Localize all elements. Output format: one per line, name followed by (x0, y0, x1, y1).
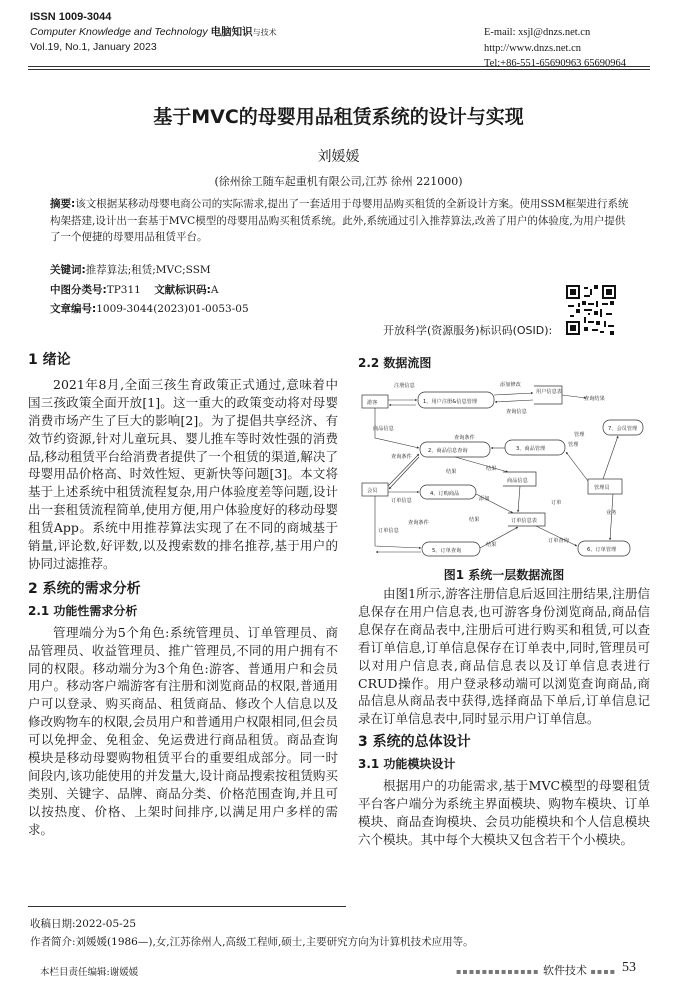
diagram-flow-label: 结果 (469, 517, 480, 523)
section-1-paragraph: 2021年8月,全面三孩生育政策正式通过,意味着中国三孩政策全面开放[1]。这一重大的政策变动将对母婴消费市场产生了巨大的影响[2]。为了提倡共享经济、有效节约资源,针对儿童玩具、婴儿推车等时效性强的消费品,移动租赁平台给消费者提供了一个租赁的渠道,解决了母婴用品价格高、时效性短、更新快等问题[3]。本文将基于上述系统中租赁流程复杂,用户体验度差等问题,设计出一套租赁流程简单,使用方便,用户体验度好的移动母婴租赁App。系统中用推荐算法实现了在不同的商城基于销量,评论数,好评数,以及搜索数的排名推荐,基于用户的协同过滤推荐。 (28, 376, 338, 571)
diagram-flow-label: 管理 (574, 432, 585, 438)
diagram-label-p3: 3、商品管理 (516, 446, 546, 452)
diagram-flow-label: 查询条件 (408, 520, 429, 526)
diagram-label-p4: 4、订购商品 (430, 491, 460, 497)
issn: ISSN 1009-3044 (30, 11, 112, 23)
diagram-flow-label: 查询条件 (454, 435, 475, 441)
diagram-flow-label: 订单查询 (548, 538, 569, 544)
journal-name: Computer Knowledge and Technology 电脑知识与技术 (30, 26, 277, 38)
journal-contact (484, 25, 626, 72)
diagram-flow-label: 注册信息 (394, 383, 415, 389)
section-3-1-heading: 3.1 功能模块设计 (358, 757, 456, 772)
diagram-label-member: 会员 (367, 488, 378, 494)
diagram-label-p6: 6、订单管理 (587, 547, 617, 553)
section-1-heading: 1 绪论 (28, 352, 71, 368)
diagram-label-p5: 5、订单查询 (432, 548, 462, 554)
diagram-flow-label: 查询信息 (506, 409, 527, 415)
contact-tel: Tel:+86-551-65690963 65690964 (484, 58, 626, 69)
diagram-flow-label: 订单信息 (378, 528, 399, 534)
diagram-label-store2: 商品信息 (507, 478, 528, 484)
diagram-flow-label: 查询条件 (391, 454, 412, 460)
diagram-flow-label: 商品信息 (373, 426, 394, 432)
qr-code-icon (566, 285, 616, 335)
contact-website: http://www.dnzs.net.cn (484, 42, 582, 54)
author-bio: 作者简介:刘媛媛(1986—),女,江苏徐州人,高级工程师,硕士,主要研究方向为计算机技术应用等。 (30, 936, 474, 948)
diagram-flow-label: 添加 (479, 496, 490, 502)
diagram-flow-label: 结果 (446, 469, 457, 475)
diagram-flow-label: 查询结果 (584, 396, 605, 402)
section-2-2-heading: 2.2 数据流图 (358, 356, 432, 370)
left-column (28, 352, 338, 839)
received-date: 收稿日期:2022-05-25 (30, 918, 137, 930)
diagram-flow-label: 订单信息 (391, 498, 412, 504)
affiliation: (徐州徐工随车起重机有限公司,江苏 徐州 221000) (214, 175, 463, 188)
data-flow-diagram (358, 376, 650, 562)
diagram-flow-label: 结果 (486, 542, 497, 548)
diagram-label-admin: 管理员 (594, 485, 610, 491)
diagram-flow-label: 业务 (606, 510, 617, 516)
author-name: 刘媛媛 (317, 149, 360, 165)
right-column (358, 585, 650, 849)
diagram-label-store1: 用户信息表 (536, 389, 562, 395)
journal-header (30, 10, 277, 55)
section-3-heading: 3 系统的总体设计 (358, 734, 471, 751)
section-editor: 本栏目责任编辑:谢媛媛 (40, 967, 139, 978)
volume-info: Vol.19, No.1, January 2023 (30, 41, 157, 53)
page-number: 53 (622, 960, 636, 975)
footnote-rule (28, 906, 346, 907)
figure-caption: 图1 系统一层数据流图 (443, 568, 565, 582)
osid-label: 开放科学(资源服务)标识码(OSID): (383, 324, 553, 337)
keywords: 关键词:推荐算法;租赁;MVC;SSM (50, 264, 211, 276)
contact-email: E-mail: xsjl@dnzs.net.cn (484, 27, 591, 38)
diagram-flow-label: 管理 (568, 442, 579, 448)
diagram-label-p7: 7、会员管理 (608, 426, 638, 432)
diagram-flow-label: 订单 (551, 500, 562, 506)
diagram-flow-label: 结果 (486, 466, 497, 472)
section-2-heading: 2 系统的需求分析 (28, 580, 141, 597)
classification: 中图分类号:TP311 文献标识码:A (50, 284, 219, 296)
diagram-flow-label: 添加修改 (500, 382, 521, 388)
diagram-label-store3: 订单信息表 (511, 518, 537, 524)
footer-ornament: ▪▪▪▪▪▪▪▪▪▪▪▪▪ (456, 967, 540, 976)
header-rule-thin (28, 69, 650, 70)
diagram-label-p1: 1、用户注册&信息管理 (423, 399, 478, 405)
section-3-1-paragraph: 根据用户的功能需求,基于MVC模型的母婴租赁平台客户端分为系统主界面模块、购物车模块、订单模块、商品查询模块、会员功能模块和个人信息模块六个模块。其中每个大模块又包含若干个小模块。 (358, 778, 650, 847)
header-rule (28, 66, 650, 67)
diagram-label-p2: 2、商品信息查询 (428, 448, 468, 454)
article-number: 文章编号:1009-3044(2023)01-0053-05 (50, 303, 249, 315)
running-footer: ▪▪▪▪▪▪▪▪▪▪▪▪▪ 软件技术 ▪▪▪▪ (456, 964, 617, 977)
figure-explanation-paragraph: 由图1所示,游客注册信息后返回注册结果,注册信息保存在用户信息表,也可游客身份浏览商品,商品信息保存在商品表中,注册后可进行购买和租赁,可以查看订单信息,订单信息保存在订单表中,同时,管理员可以对用户信息表,商品信息表以及订单信息表进行CRUD操作。用户登录移动端可以浏览查询商品,商品信息从商品表中获得,选择商品下单后,订单信息记录在订单信息表中,同时显示用户订单信息。 (358, 586, 650, 727)
diagram-label-visitor: 游客 (367, 400, 378, 406)
abstract: 摘要:该文根据某移动母婴电商公司的实际需求,提出了一套适用于母婴用品购买租赁的全新设计方案。使用SSM框架进行系统构架搭建,设计出一套基于MVC模型的母婴用品购买租赁系统。此外,系统通过引入推荐算法,改善了用户的体验度,为用户提供了一个便捷的母婴用品租赁平台。 (50, 198, 629, 243)
section-2-1-paragraph: 管理端分为5个角色:系统管理员、订单管理员、商品管理员、收益管理员、推广管理员,不同的用户拥有不同的权限。移动端分为3个角色:游客、普通用户和会员用户。移动客户端游客有注册和浏览商品的权限,普通用户可以登录、购买商品、租赁商品、修改个人信息以及修改购物车的权限,会员用户和普通用户权限相同,但会员可以免押金、免租金、免运费进行商品租赁。商品查询模块是移动母婴购物租赁平台的重要组成部分。同一时间段内,该功能使用的并发量大,设计商品搜索按租赁购买类别、关键字、品牌、商品分类、价格范围查询,并且可以按热度、价格、上架时间排序,以满足用户多样的需求。 (28, 624, 338, 837)
section-2-1-heading: 2.1 功能性需求分析 (28, 603, 138, 618)
paper-title: 基于MVC的母婴用品租赁系统的设计与实现 (153, 106, 524, 128)
